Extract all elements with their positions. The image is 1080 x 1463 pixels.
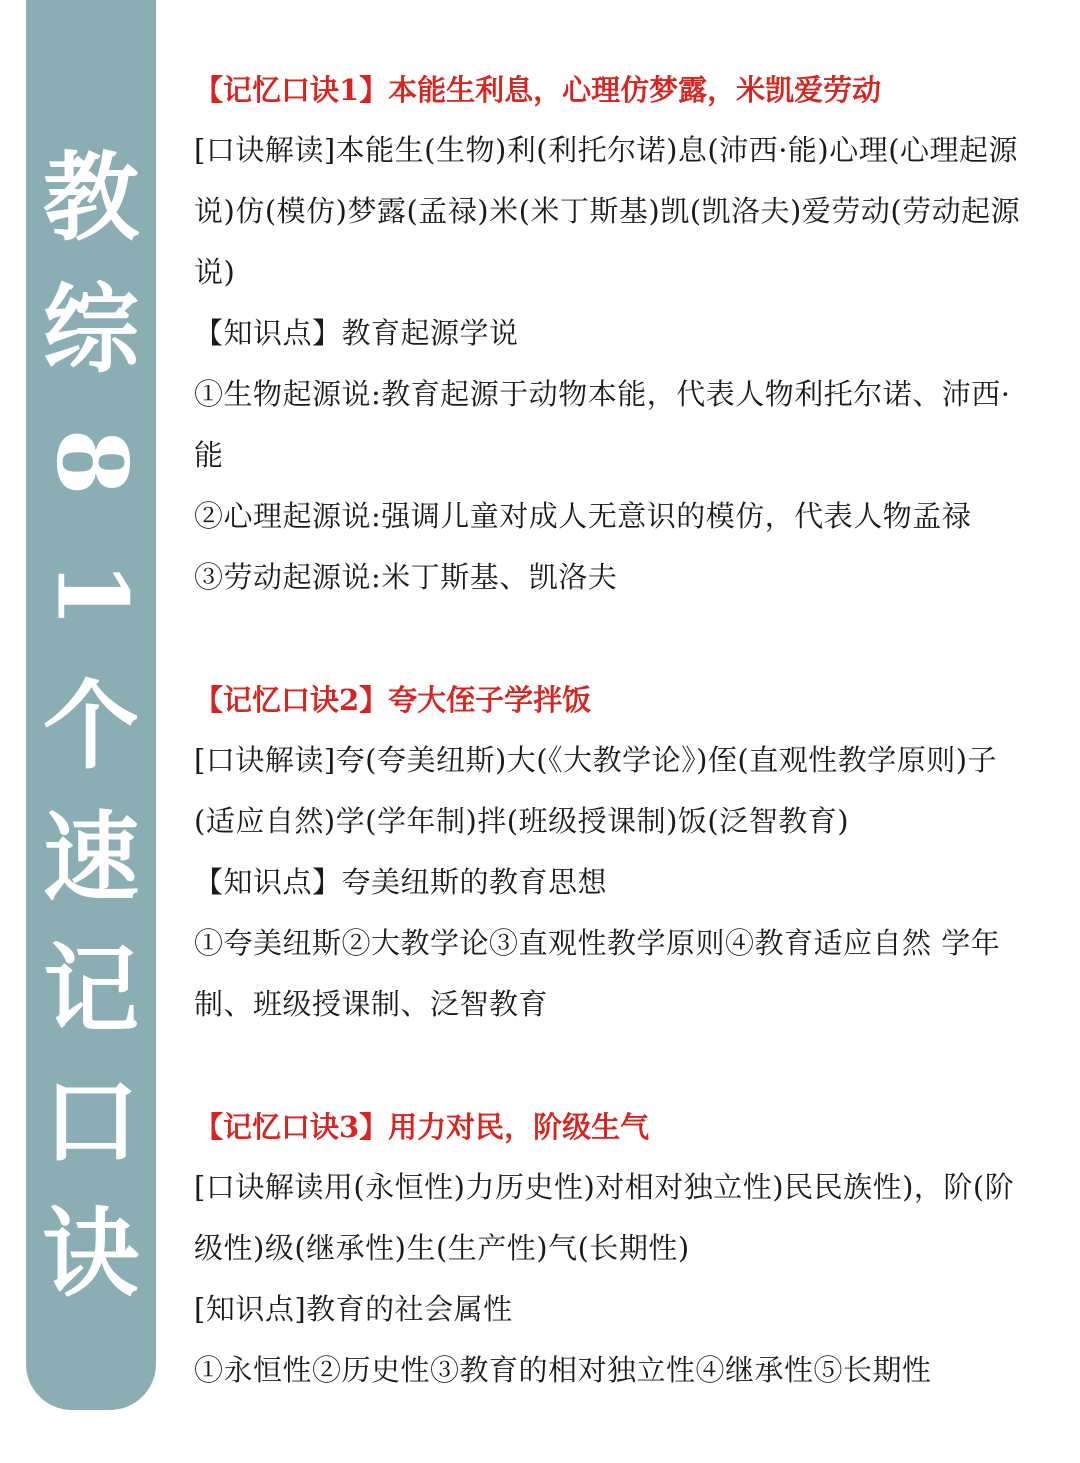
side-title	[26, 141, 156, 1338]
section-line: 级性)级(继承性)生(生产性)气(长期性)	[194, 1231, 690, 1265]
section-line: 制、班级授课制、泛智教育	[194, 987, 549, 1021]
section-line: [知识点]教育的社会属性	[194, 1292, 513, 1326]
side-title-char: 8	[34, 428, 148, 496]
section-line: [口诀解读]夸(夸美纽斯)大(《大教学论》)侄(直观性教学原则)子	[194, 743, 998, 777]
section-line: [口诀解读]本能生(生物)利(利托尔诺)息(沛西·能)心理(心理起源	[194, 133, 1019, 167]
section-line: 说)	[194, 255, 236, 289]
side-title-char: 教	[43, 141, 139, 254]
section-heading: 【记忆口诀3】用力对民，阶级生气	[194, 1110, 650, 1144]
section-heading: 【记忆口诀2】夸大侄子学拌饭	[194, 683, 592, 717]
section-line: 说)仿(模仿)梦露(孟禄)米(米丁斯基)凯(凯洛夫)爱劳动(劳动起源	[194, 194, 1021, 228]
side-title-char: 综	[43, 273, 139, 386]
section-line: 能	[194, 438, 224, 472]
side-title-char: 记	[43, 933, 139, 1046]
side-title-char: 1	[34, 560, 148, 628]
section-line: ②心理起源说:强调儿童对成人无意识的模仿，代表人物孟禄	[194, 499, 972, 533]
mnemonic-section-1	[194, 60, 1034, 608]
section-line: ①永恒性②历史性③教育的相对独立性④继承性⑤长期性	[194, 1353, 932, 1387]
section-line: ①生物起源说:教育起源于动物本能，代表人物利托尔诺、沛西·	[194, 377, 1011, 411]
section-line: (适应自然)学(学年制)拌(班级授课制)饭(泛智教育)	[194, 804, 850, 838]
side-title-char: 速	[43, 801, 139, 914]
main-content	[194, 60, 1034, 1463]
side-title-char: 诀	[43, 1197, 139, 1310]
section-line: 【知识点】夸美纽斯的教育思想	[194, 865, 608, 899]
section-line: ①夸美纽斯②大教学论③直观性教学原则④教育适应自然 学年	[194, 926, 1001, 960]
mnemonic-section-2	[194, 670, 1034, 1035]
side-title-char: 个	[43, 669, 139, 782]
mnemonic-section-3	[194, 1097, 1034, 1401]
section-heading: 【记忆口诀1】本能生利息，心理仿梦露，米凯爱劳动	[194, 73, 882, 107]
section-line: ③劳动起源说:米丁斯基、凯洛夫	[194, 560, 618, 594]
side-title-char: 口	[43, 1065, 139, 1178]
section-line: [口诀解读用(永恒性)力历史性)对相对独立性)民民族性)，阶(阶	[194, 1170, 1015, 1204]
section-line: 【知识点】教育起源学说	[194, 316, 519, 350]
